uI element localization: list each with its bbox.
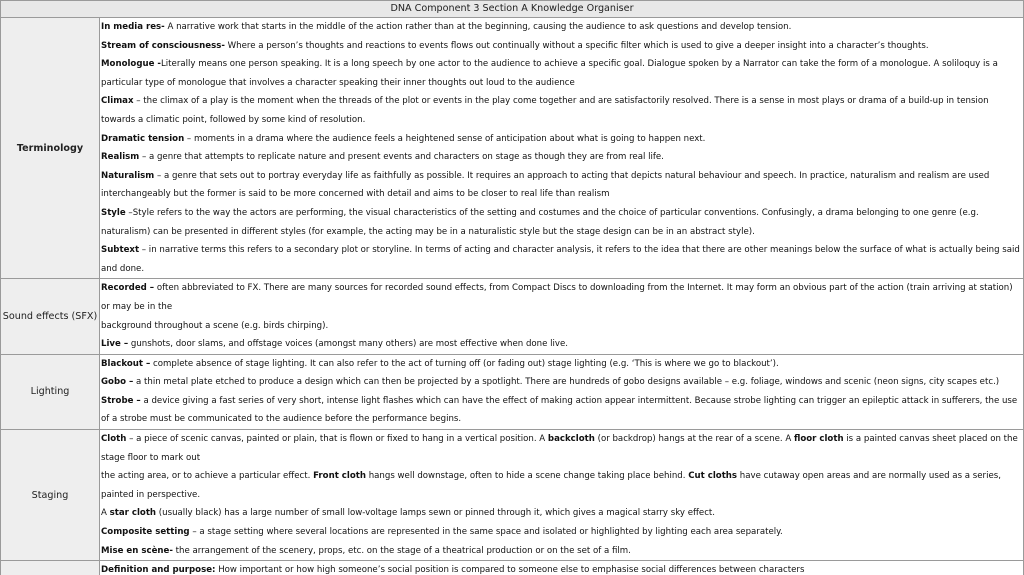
term: Stream of consciousness- <box>101 40 225 51</box>
entry-cloth <box>101 430 1021 467</box>
definition: – a stage setting where several locations are represented in the same space and isolated or highlighted by lighting each area separately. <box>189 527 783 538</box>
lighting-label: Lighting <box>1 354 100 429</box>
entry-live <box>101 335 1021 354</box>
term: Realism <box>101 152 140 163</box>
term: Gobo – <box>101 377 134 388</box>
document-title: DNA Component 3 Section A Knowledge Organiser <box>1 1 1024 18</box>
entry-style <box>101 204 1021 241</box>
definition: – in narrative terms this refers to a secondary plot or storyline. In terms of acting and character analysis, it refers to the idea that there are other meanings below the surface of what is actually being said and done. <box>101 245 1020 274</box>
entry-strobe <box>101 392 1021 429</box>
entry-naturalism <box>101 167 1021 204</box>
front-cloth-term: Front cloth <box>313 471 366 482</box>
definition: Where a person’s thoughts and reactions to events flows out continually without a specific filter which is used to give a deeper insight into a character’s thoughts. <box>224 40 929 51</box>
definition: – a genre that sets out to portray everyday life as faithfully as possible. It requires an approach to acting that depicts natural behaviour and speech. In practice, naturalism and realism are used interchangeably but the former is said to be more concerned with detail and aims to be closer to real life than realism <box>101 170 990 200</box>
sound-effects-label: Sound effects (SFX) <box>1 279 100 354</box>
definition: –Style refers to the way the actors are performing, the visual characteristics of the setting and costumes and the choice of particular conventions. Confusingly, a drama belonging to one genre (e.g. naturalism) can be presented in different styles (for example, the acting may be in a naturalistic style but the stage design can be in an abstract style). <box>101 207 979 237</box>
terminology-row <box>1 18 1024 279</box>
star-cloth-term: star cloth <box>109 508 157 519</box>
entry-recorded <box>101 279 1021 316</box>
term: Style <box>101 207 126 218</box>
definition: – a genre that attempts to replicate nature and present events and characters on stage as though they are from real life. <box>139 152 664 163</box>
term: Naturalism <box>101 170 155 181</box>
terminology-label: Terminology <box>1 18 100 279</box>
entry-definition-and-purpose <box>101 561 1021 575</box>
term: Live – <box>101 339 129 350</box>
definition: often abbreviated to FX. There are many sources for recorded sound effects, from Compact Discs to downloading from the Internet. It may form an obvious part of the action (train arriving at station) or may be in the <box>101 283 1013 312</box>
term: Definition and purpose: <box>101 565 216 575</box>
entry-blackout <box>101 355 1021 374</box>
definition: a thin metal plate etched to produce a design which can then be projected by a spotlight. There are hundreds of gobo designs available – e.g. foliage, windows and scenic (neon signs, city scapes etc.) <box>133 377 1000 388</box>
definition: the arrangement of the scenery, props, etc. on the stage of a theatrical production or on the set of a film. <box>172 545 631 556</box>
term: Climax <box>101 96 134 107</box>
lighting-row <box>1 354 1024 429</box>
definition: (or backdrop) hangs at the rear of a scene. A <box>594 434 794 445</box>
terminology-content <box>100 18 1024 279</box>
term: Blackout – <box>101 358 151 369</box>
definition: Literally means one person speaking. It is a long speech by one actor to the audience to achieve a specific goal. Dialogue spoken by a Narrator can take the form of a monologue. A soliloquy is a particular type of monologue that involves a character speaking their inner thoughts out loud to the audience <box>101 59 998 88</box>
cut-cloths-term: Cut cloths <box>688 471 738 482</box>
definition: A narrative work that starts in the middle of the action rather than at the beginning, causing the audience to ask questions and develop tension. <box>164 22 792 32</box>
term: Composite setting <box>101 527 190 538</box>
definition: hangs well downstage, often to hide a scene change taking place behind. <box>365 471 689 482</box>
definition: – moments in a drama where the audience feels a heightened sense of anticipation about what is going to happen next. <box>184 133 706 144</box>
definition: a device giving a fast series of very short, intense light flashes which can have the effect of making action appear intermittent. Because strobe lighting can trigger an epileptic attack in sufferers, the use of a strobe must be communicated to the audience before the performance begins. <box>101 395 1018 425</box>
staging-row <box>1 430 1024 561</box>
term: Mise en scène- <box>101 545 173 556</box>
entry-dramatic-tension <box>101 130 1021 149</box>
entry-cloth-continued <box>101 467 1021 504</box>
entry-monologue <box>101 55 1021 92</box>
term: Recorded – <box>101 283 155 294</box>
sound-effects-content <box>100 279 1024 354</box>
term: Strobe – <box>101 395 141 406</box>
backcloth-term: backcloth <box>547 434 595 445</box>
term: In media res- <box>101 22 165 32</box>
floor-cloth-term: floor cloth <box>793 434 844 445</box>
term: Cloth <box>101 434 127 445</box>
entry-gobo <box>101 373 1021 392</box>
social-status-label <box>1 561 100 575</box>
social-status-content <box>100 561 1024 575</box>
sound-effects-row <box>1 279 1024 354</box>
definition: (usually black) has a large number of small low-voltage lamps sewn or pinned through it, which gives a magical starry sky effect. <box>156 508 716 519</box>
definition: complete absence of stage lighting. It can also refer to the act of turning off (or fading out) stage lighting (e.g. ‘This is where we go to blackout’). <box>150 358 779 369</box>
entry-in-media-res <box>101 18 1021 37</box>
term: Dramatic tension <box>101 133 185 144</box>
definition: have cutaway open areas and are normally used as a series, painted in perspective. <box>101 471 1001 500</box>
entry-climax <box>101 92 1021 129</box>
entry-composite-setting <box>101 523 1021 542</box>
staging-label: Staging <box>1 430 100 561</box>
title-row <box>1 1 1024 18</box>
social-status-row <box>1 561 1024 575</box>
entry-subtext <box>101 241 1021 278</box>
definition: How important or how high someone’s social position is compared to someone else to emphasise social differences between characters <box>215 565 805 575</box>
term: Monologue - <box>101 59 161 70</box>
lighting-content <box>100 354 1024 429</box>
term: Subtext <box>101 245 140 256</box>
entry-realism <box>101 148 1021 167</box>
definition: gunshots, door slams, and offstage voices (amongst many others) are most effective when done live. <box>128 339 569 350</box>
entry-stream-of-consciousness <box>101 37 1021 56</box>
definition: is a painted canvas sheet placed on the stage floor to mark out <box>101 434 1018 463</box>
entry-star-cloth <box>101 504 1021 523</box>
definition: – the climax of a play is the moment when the threads of the plot or events in the play come together and are satisfactorily resolved. There is a sense in most plays or drama of a build-up in tension towards a climatic point, followed by some kind of resolution. <box>101 96 989 125</box>
definition: the acting area, or to achieve a particular effect. <box>101 471 314 482</box>
entry-mise-en-scene <box>101 542 1021 561</box>
definition: A <box>101 508 110 519</box>
definition: – a piece of scenic canvas, painted or plain, that is flown or fixed to hang in a vertical position. A <box>126 434 548 445</box>
definition: background throughout a scene (e.g. birds chirping). <box>101 320 329 331</box>
staging-content <box>100 430 1024 561</box>
entry-recorded-continued <box>101 317 1021 336</box>
